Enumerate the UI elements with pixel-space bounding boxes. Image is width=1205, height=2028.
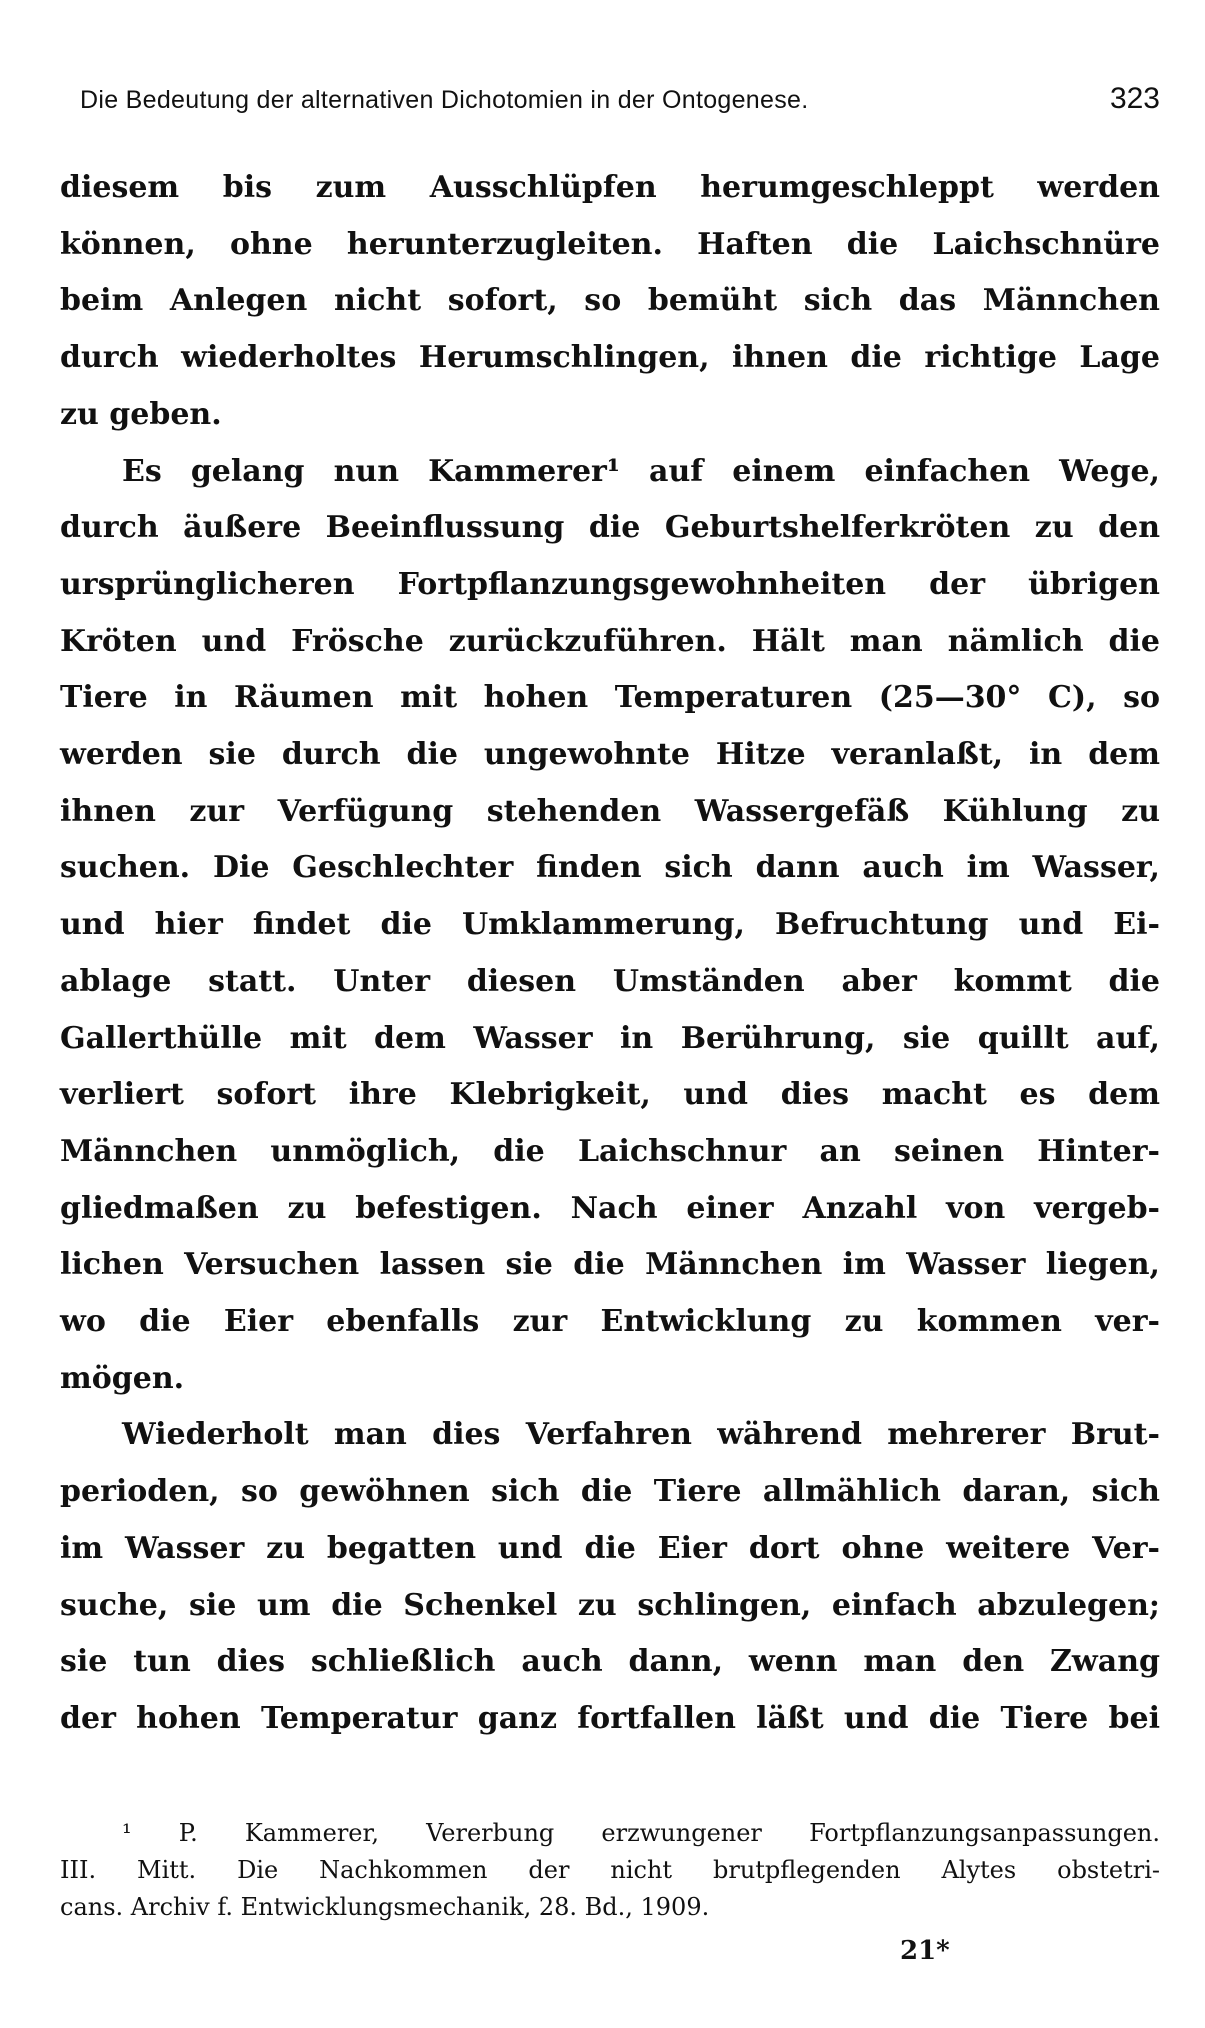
- text-line: durch äußere Beeinflussung die Geburtshelferkröten zu den: [60, 510, 1160, 546]
- text-line: mögen.: [60, 1360, 185, 1396]
- text-line: Tiere in Räumen mit hohen Temperaturen (25—30° C), so: [60, 680, 1160, 716]
- text-line: Gallerthülle mit dem Wasser in Berührung, sie quillt auf,: [60, 1020, 1160, 1056]
- footnote-line: III. Mitt. Die Nachkommen der nicht brutpflegenden Alytes obstetri-: [60, 1856, 1160, 1884]
- paragraph-3: [60, 1407, 1160, 1747]
- text-line: Wiederholt man dies Verfahren während mehrerer Brut-: [122, 1417, 1160, 1453]
- text-line: Es gelang nun Kammerer¹ auf einem einfachen Wege,: [122, 453, 1160, 489]
- text-line: Kröten und Frösche zurückzuführen. Hält man nämlich die: [60, 623, 1160, 659]
- text-line: diesem bis zum Ausschlüpfen herumgeschleppt werden: [60, 170, 1160, 205]
- running-head-title: Die Bedeutung der alternativen Dichotomien in der Ontogenese.: [80, 86, 809, 114]
- body-text: [60, 160, 1160, 1748]
- running-head: [80, 82, 1160, 126]
- text-line: sie tun dies schließlich auch dann, wenn man den Zwang: [60, 1644, 1160, 1680]
- text-line: ihnen zur Verfügung stehenden Wassergefäß Kühlung zu: [60, 793, 1160, 829]
- text-line: lichen Versuchen lassen sie die Männchen im Wasser liegen,: [60, 1247, 1160, 1283]
- footnote-line: cans. Archiv f. Entwicklungsmechanik, 28. Bd., 1909.: [60, 1893, 710, 1921]
- paragraph-1: [60, 160, 1160, 444]
- paragraph-2: [60, 444, 1160, 1408]
- text-line: zu geben.: [60, 396, 222, 432]
- text-line: können, ohne herunterzugleiten. Haften die Laichschnüre: [60, 226, 1160, 262]
- text-line: durch wiederholtes Herumschlingen, ihnen die richtige Lage: [60, 340, 1160, 376]
- text-line: Männchen unmöglich, die Laichschnur an seinen Hinter-: [60, 1133, 1160, 1169]
- text-line: verliert sofort ihre Klebrigkeit, und dies macht es dem: [60, 1077, 1160, 1113]
- text-line: im Wasser zu begatten und die Eier dort ohne weitere Ver-: [60, 1530, 1160, 1566]
- footnote: [60, 1815, 1160, 1926]
- text-line: suche, sie um die Schenkel zu schlingen, einfach abzulegen;: [60, 1587, 1160, 1623]
- footnote-line: ¹ P. Kammerer, Vererbung erzwungener Fortpflanzungsanpassungen.: [122, 1819, 1160, 1847]
- text-line: ablage statt. Unter diesen Umständen aber kommt die: [60, 963, 1160, 999]
- signature-mark: 21*: [900, 1936, 950, 1966]
- text-line: wo die Eier ebenfalls zur Entwicklung zu kommen ver-: [60, 1304, 1160, 1340]
- text-line: ursprünglicheren Fortpflanzungsgewohnheiten der übrigen: [60, 566, 1160, 602]
- text-line: suchen. Die Geschlechter finden sich dann auch im Wasser,: [60, 850, 1160, 886]
- text-line: der hohen Temperatur ganz fortfallen läßt und die Tiere bei: [60, 1700, 1160, 1736]
- text-line: beim Anlegen nicht sofort, so bemüht sich das Männchen: [60, 283, 1160, 319]
- text-line: gliedmaßen zu befestigen. Nach einer Anzahl von vergeb-: [60, 1190, 1160, 1226]
- text-line: und hier findet die Umklammerung, Befruchtung und Ei-: [60, 907, 1160, 943]
- text-line: perioden, so gewöhnen sich die Tiere allmählich daran, sich: [60, 1474, 1160, 1510]
- page-number: 323: [1109, 82, 1160, 115]
- text-line: werden sie durch die ungewohnte Hitze veranlaßt, in dem: [60, 737, 1160, 773]
